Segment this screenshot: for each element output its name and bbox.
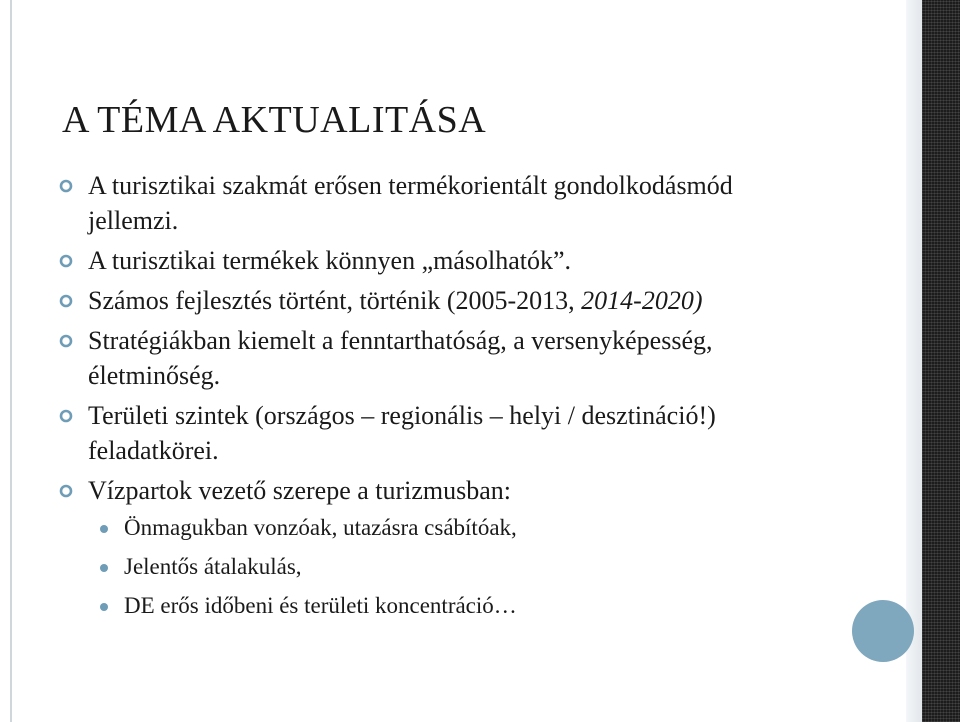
ring-bullet-icon (59, 484, 73, 498)
sub-bullet-item (0, 591, 760, 621)
bullet-item (0, 323, 760, 393)
ring-bullet-icon (59, 254, 73, 268)
bullet-item (0, 283, 760, 318)
bullet-text: Területi szintek (országos – regionális – helyi / desztináció!) feladatkörei. (88, 401, 716, 465)
sub-bullet-text: DE erős időbeni és területi koncentráció… (124, 593, 517, 618)
dot-bullet-icon (100, 564, 108, 572)
dot-bullet-icon (100, 525, 108, 533)
accent-circle (852, 600, 914, 662)
bullet-italic-text: 2014-2020) (581, 286, 703, 315)
bullet-item (0, 243, 760, 278)
bullet-text: A turisztikai termékek könnyen „másolhatók”. (88, 246, 572, 275)
sub-bullet-text: Jelentős átalakulás, (124, 554, 302, 579)
bullet-text: Számos fejlesztés történt, történik (2005-2013, (88, 286, 582, 315)
right-textured-band (922, 0, 960, 722)
bullet-text: Vízpartok vezető szerepe a turizmusban: (88, 476, 512, 505)
bullet-item (0, 168, 760, 238)
slide-title: A TÉMA AKTUALITÁSA (62, 99, 487, 141)
ring-bullet-icon (59, 179, 73, 193)
sub-bullet-text: Önmagukban vonzóak, utazásra csábítóak, (124, 515, 517, 540)
bullet-item (0, 398, 760, 468)
bullet-text: Stratégiákban kiemelt a fenntarthatóság, a versenyképesség, életminőség. (88, 326, 713, 390)
dot-bullet-icon (100, 603, 108, 611)
bullet-item (0, 473, 760, 508)
bullet-list (0, 168, 760, 630)
ring-bullet-icon (59, 409, 73, 423)
ring-bullet-icon (59, 334, 73, 348)
sub-bullet-item (0, 552, 760, 582)
bullet-text: A turisztikai szakmát erősen termékorientált gondolkodásmód jellemzi. (88, 171, 733, 235)
sub-bullet-item (0, 513, 760, 543)
ring-bullet-icon (59, 294, 73, 308)
